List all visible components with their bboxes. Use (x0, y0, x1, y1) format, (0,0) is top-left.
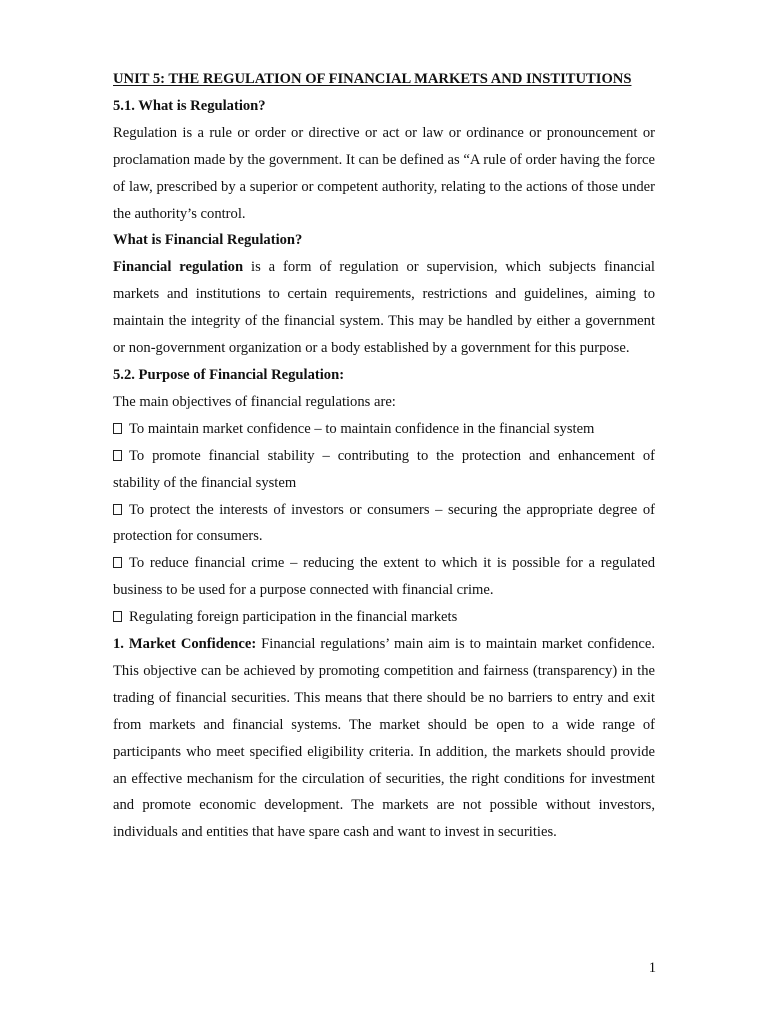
objective-text: To protect the interests of investors or consumers – securing the appropriate degree of protection for consumers. (113, 501, 655, 545)
financial-regulation-paragraph (113, 254, 655, 362)
market-confidence-label: 1. Market Confidence: (113, 636, 257, 653)
objective-item (113, 550, 655, 604)
box-bullet-icon (113, 504, 122, 515)
section-1-heading: 5.1. What is Regulation? (113, 97, 266, 114)
market-confidence-text: Financial regulations’ main aim is to maintain market confidence. This objective can be achieved by promoting competition and fairness (transparency) in the trading of financial securities. This means that there should be no barriers to entry and exit from markets and financial systems. The market should be open to a wide range of participants who meet specified eligibility criteria. In addition, the markets should provide an effective mechanism for the circulation of securities, the right conditions for investment and promote economic development. The markets are not possible without investors, individuals and entities that have spare cash and want to invest in securities. (113, 636, 655, 841)
objective-item (113, 443, 655, 497)
box-bullet-icon (113, 557, 122, 568)
financial-regulation-text: is a form of regulation or supervision, which subjects financial markets and institutions to certain requirements, restrictions and guidelines, aiming to maintain the integrity of the financial system. This may be handled by either a government or non-government organization or a body established by a government for this purpose. (113, 259, 655, 357)
document-title: UNIT 5: THE REGULATION OF FINANCIAL MARKETS AND INSTITUTIONS (113, 71, 632, 87)
objective-text: To maintain market confidence – to maintain confidence in the financial system (129, 420, 595, 437)
objective-item (113, 497, 655, 551)
financial-regulation-term: Financial regulation (113, 259, 244, 276)
objective-text: To reduce financial crime – reducing the extent to which it is possible for a regulated business to be used for a purpose connected with financial crime. (113, 555, 655, 599)
objective-item (113, 416, 655, 443)
objective-item (113, 604, 655, 631)
section-2-heading: 5.2. Purpose of Financial Regulation: (113, 366, 345, 383)
market-confidence-paragraph (113, 631, 655, 846)
document-page (113, 66, 655, 846)
page-number: 1 (648, 960, 656, 976)
box-bullet-icon (113, 611, 122, 622)
objective-text: Regulating foreign participation in the financial markets (129, 609, 458, 626)
objectives-intro: The main objectives of financial regulations are: (113, 393, 396, 410)
box-bullet-icon (113, 450, 122, 461)
section-1-paragraph: Regulation is a rule or order or directive or act or law or ordinance or pronouncement or proclamation made by the government. It can be defined as “A rule of order having the force of law, prescribed by a superior or competent authority, relating to the actions of those under the authority’s control. (113, 124, 655, 222)
financial-regulation-heading: What is Financial Regulation? (113, 232, 303, 249)
objective-text: To promote financial stability – contributing to the protection and enhancement of stability of the financial system (113, 447, 655, 491)
box-bullet-icon (113, 423, 122, 434)
